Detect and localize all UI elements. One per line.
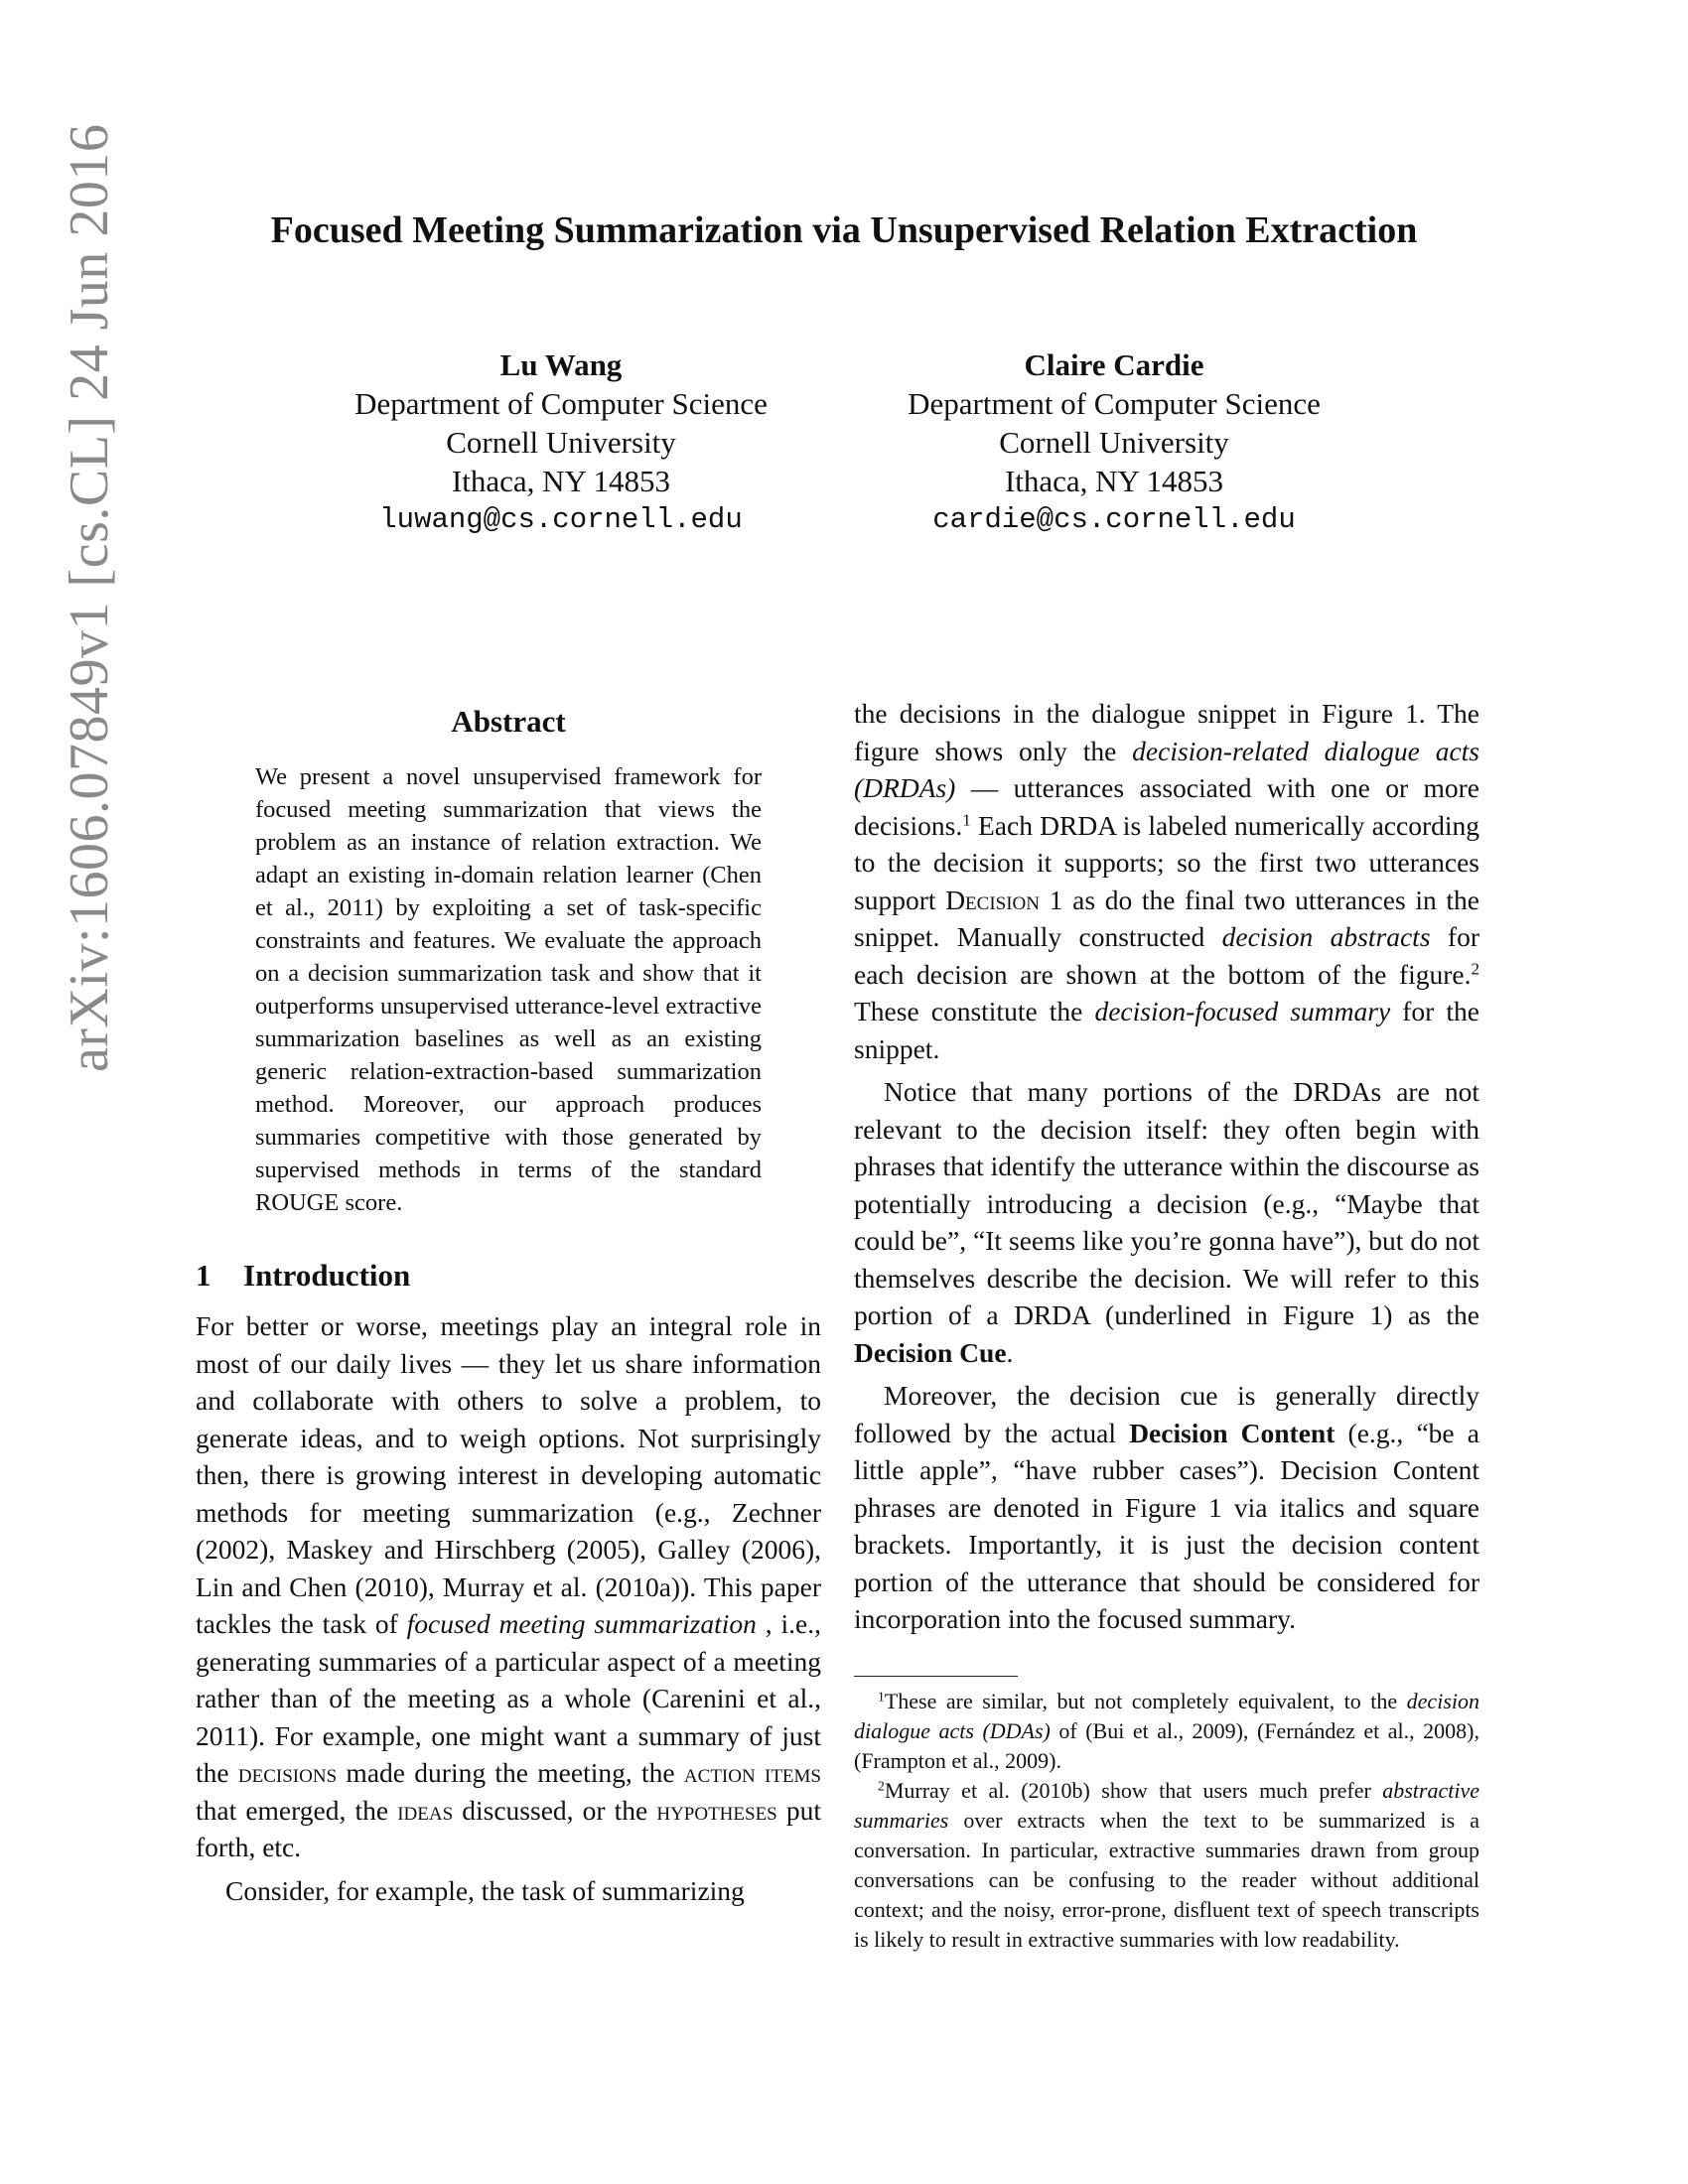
author-department: Department of Computer Science [908, 386, 1321, 421]
author-block-1 [303, 345, 819, 539]
right-paragraph-1: the decisions in the dialogue snippet in Figure 1. The figure shows only the decision-related dialogue acts (DRDAs) — utterances associated with one or more decisions.$^1$ Each DRDA is labeled numerically according to the decision it supports; so the first two utterances support Decision 1 as do the final two utterances in the snippet. Manually constructed decision abstracts for each decision are shown at the bottom of the figure.$^2$ These constitute the decision-focused summary for the snippet. [854, 698, 1479, 1064]
author-department: Department of Computer Science [354, 386, 768, 421]
intro-paragraph-2: Consider, for example, the task of summarizing [225, 1874, 745, 1906]
abstract-text: We present a novel unsupervised framework for focused meeting summarization that views the problem as an instance of relation extraction. We adapt an existing in-domain relation learner (Chen et al., 2011) by exploiting a set of task-specific constraints and features. We evaluate the approach on a decision summarization task and show that it outperforms unsupervised utterance-level extractive summarization baselines as well as an existing generic relation-extraction-based summarization method. Moreover, our approach produces summaries competitive with those generated by supervised methods in terms of the standard ROUGE score. [255, 762, 762, 1216]
left-column [196, 695, 821, 1909]
paper-title: Focused Meeting Summarization via Unsupervised Relation Extraction [270, 209, 1418, 251]
footnotes [854, 1687, 1479, 1955]
author-email: luwang@cs.cornell.edu [379, 503, 743, 536]
abstract-heading: Abstract [451, 704, 566, 739]
footnote-marker: 2 [1471, 959, 1479, 979]
section-number: 1 [196, 1257, 211, 1293]
author-city: Ithaca, NY 14853 [1004, 464, 1224, 498]
footnote-2: $^2$Murray et al. (2010b) show that users much prefer abstractive summaries over extracts when the text to be summarized is a conversation. In particular, extractive summaries drawn from group conversations can be confusing to the reader without additional context; and the noisy, error-prone, disfluent text of speech transcripts is likely to result in extractive summaries with low readability. [854, 1777, 1479, 1952]
author-block-2 [856, 345, 1372, 539]
author-name: Claire Cardie [1024, 347, 1204, 382]
author-university: Cornell University [446, 425, 676, 460]
intro-paragraph-1: For better or worse, meetings play an integral role in most of our daily lives — they let us share information and collaborate with others to solve a problem, to generate ideas, and to weigh options. Not surprisingly then, there is growing interest in developing automatic methods for meeting summarization (e.g., Zechner (2002), Maskey and Hirschberg (2005), Galley (2006), Lin and Chen (2010), Murray et al. (2010a)). This paper tackles the task of focused meeting summarization , i.e., generating summaries of a particular aspect of a meeting rather than of the meeting as a whole (Carenini et al., 2011). For example, one might want a summary of just the decisions made during the meeting, the action items that emerged, the ideas discussed, or the hypotheses put forth, etc. [196, 1310, 821, 1862]
author-name: Lu Wang [499, 347, 623, 382]
author-university: Cornell University [999, 425, 1229, 460]
right-paragraph-2: Notice that many portions of the DRDAs are not relevant to the decision itself: they often begin with phrases that identify the utterance within the discourse as potentially introducing a decision (e.g., “Maybe that could be”, “It seems like you’re gonna have”), but do not themselves describe the decision. We will refer to this portion of a DRDA (underlined in Figure 1) as the Decision Cue. [854, 1076, 1479, 1368]
author-city: Ithaca, NY 14853 [451, 464, 671, 498]
right-column [854, 695, 1479, 1955]
footnote-marker: 1 [962, 810, 971, 830]
right-paragraph-3: Moreover, the decision cue is generally directly followed by the actual Decision Content (e.g., “be a little apple”, “have rubber cases”). Decision Content phrases are denoted in Figure 1 via italics and square brackets. Importantly, it is just the decision content portion of the utterance that should be considered for incorporation into the focused summary. [854, 1380, 1479, 1634]
section-heading-introduction [196, 1257, 821, 1295]
footnote-1: $^1$These are similar, but not completely equivalent, to the decision dialogue acts (DDAs) of (Bui et al., 2009), (Fernández et al., 2008), (Frampton et al., 2009). [854, 1688, 1479, 1773]
arxiv-identifier: arXiv:1606.07849v1 [cs.CL] 24 Jun 2016 [59, 123, 120, 1072]
section-title: Introduction [243, 1257, 411, 1293]
footnote-divider [854, 1676, 1018, 1677]
author-email: cardie@cs.cornell.edu [932, 503, 1296, 536]
